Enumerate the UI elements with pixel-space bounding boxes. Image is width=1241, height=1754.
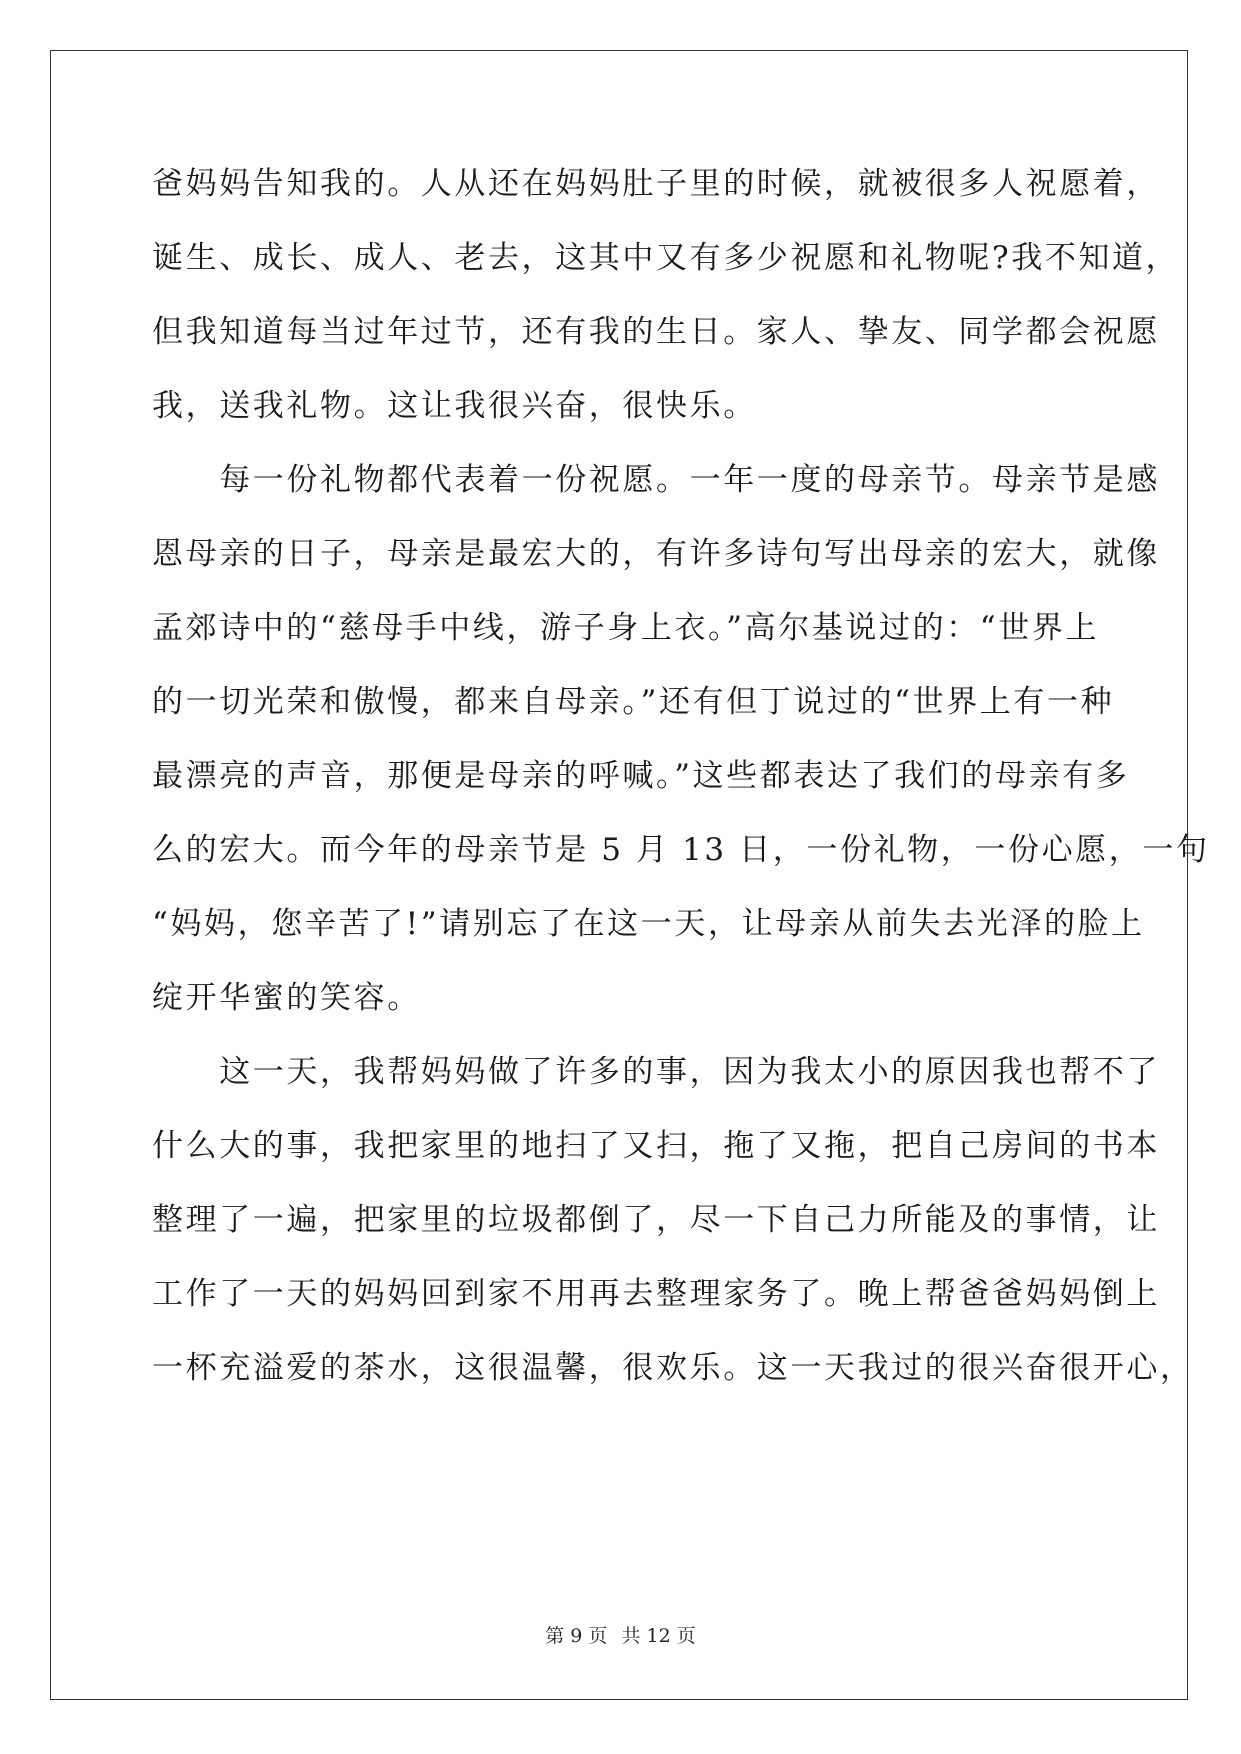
total-page-count: 共 12 页 [621,1625,696,1647]
text-line: 恩母亲的日子，母亲是最宏大的，有许多诗句写出母亲的宏大，就像 [152,536,1160,572]
text-line: 绽开华蜜的笑容。 [152,980,421,1016]
text-line: 诞生、成长、成人、老去，这其中又有多少祝愿和礼物呢?我不知道， [152,240,1180,276]
page-footer [0,1624,1241,1648]
text-line: 整理了一遍，把家里的垃圾都倒了，尽一下自己力所能及的事情，让 [152,1202,1160,1238]
text-line: “妈妈，您辛苦了!”请别忘了在这一天，让母亲从前失去光泽的脸上 [152,906,1145,942]
current-page-number: 第 9 页 [545,1625,608,1647]
text-line: 么的宏大。而今年的母亲节是 5 月 13 日，一份礼物，一份心愿，一句 [152,832,1210,868]
text-line: 爸妈妈告知我的。人从还在妈妈肚子里的时候，就被很多人祝愿着， [152,166,1160,202]
text-line: 最漂亮的声音，那便是母亲的呼喊。”这些都表达了我们的母亲有多 [152,758,1130,794]
text-line: 我，送我礼物。这让我很兴奋，很快乐。 [152,388,757,424]
text-line: 一杯充溢爱的茶水，这很温馨，很欢乐。这一天我过的很兴奋很开心， [152,1350,1194,1386]
text-line: 这一天，我帮妈妈做了许多的事，因为我太小的原因我也帮不了 [152,1054,1160,1090]
text-line: 什么大的事，我把家里的地扫了又扫，拖了又拖，把自己房间的书本 [152,1128,1160,1164]
text-line: 工作了一天的妈妈回到家不用再去整理家务了。晚上帮爸爸妈妈倒上 [152,1276,1160,1312]
text-line: 的一切光荣和傲慢，都来自母亲。”还有但丁说过的“世界上有一种 [152,684,1115,720]
text-line: 孟郊诗中的“慈母手中线，游子身上衣。”高尔基说过的：“世界上 [152,610,1100,646]
text-line: 但我知道每当过年过节，还有我的生日。家人、挚友、同学都会祝愿 [152,314,1160,350]
page-border [50,50,1210,1700]
text-line: 每一份礼物都代表着一份祝愿。一年一度的母亲节。母亲节是感 [152,462,1160,498]
